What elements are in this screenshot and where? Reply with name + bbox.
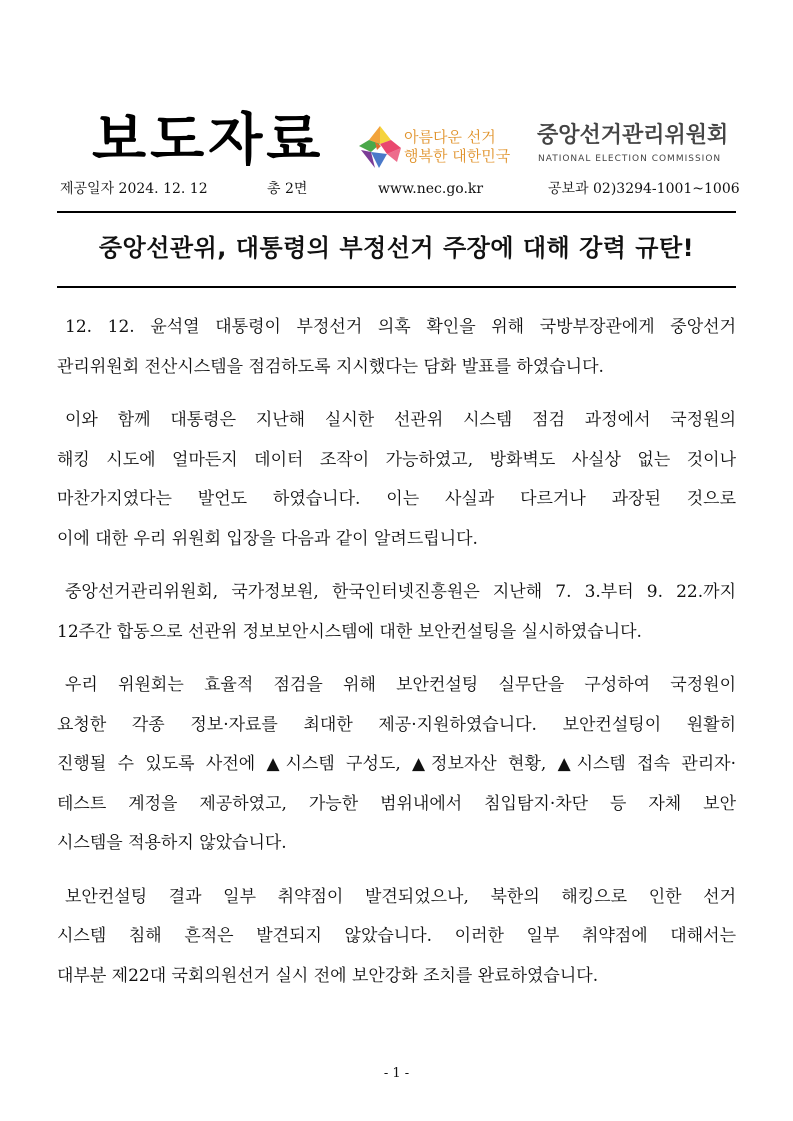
paragraph-line: 시스템 침해 흔적은 발견되지 않았습니다. 이러한 일부 취약점에 대해서는 (57, 926, 736, 946)
paragraph-line: 테스트 계정을 제공하였고, 가능한 범위내에서 침입탐지·차단 등 자체 보안 (57, 793, 736, 814)
org-name-en: NATIONAL ELECTION COMMISSION (538, 154, 722, 164)
org-name: 중앙선거관리위원회 (537, 123, 729, 148)
page-count: 총 2면 (267, 181, 308, 197)
release-date: 제공일자 2024. 12. 12 (60, 181, 208, 197)
body-text (57, 308, 736, 1010)
paragraph-line: 12주간 합동으로 선관위 정보보안시스템에 대한 보안컨설팅을 실시하였습니다. (57, 621, 642, 642)
paragraph-line: 해킹 시도에 얼마든지 데이터 조작이 가능하였고, 방화벽도 사실상 없는 것이나 (57, 449, 736, 470)
paragraph-line: 대부분 제22대 국회의원선거 실시 전에 보안강화 조치를 완료하였습니다. (57, 965, 599, 986)
slogan-line-1: 아름다운 선거 (404, 128, 496, 146)
paragraph (57, 878, 736, 997)
contact-info: 공보과 02)3294-1001~1006 (548, 181, 740, 197)
headline: 중앙선관위, 대통령의 부정선거 주장에 대해 강력 규탄! (98, 234, 695, 262)
divider-bottom (57, 286, 736, 288)
paragraph-line: 진행될 수 있도록 사전에 ▲시스템 구성도, ▲정보자산 현황, ▲시스템 접속 관리자· (57, 754, 736, 774)
paragraph (57, 573, 736, 652)
paragraph-line: 보안컨설팅 결과 일부 취약점이 발견되었으나, 북한의 해킹으로 인한 선거 (65, 886, 736, 907)
paragraph (57, 401, 736, 559)
paragraph-line: 관리위원회 전산시스템을 점검하도록 지시했다는 담화 발표를 하였습니다. (57, 356, 604, 377)
slogan-line-2: 행복한 대한민국 (404, 147, 511, 165)
slogan (404, 128, 510, 166)
paragraph-line: 이와 함께 대통령은 지난해 실시한 선관위 시스템 점검 과정에서 국정원의 (65, 410, 736, 430)
paragraph-line: 시스템을 적용하지 않았습니다. (57, 833, 287, 853)
paragraph-line: 요청한 각종 정보·자료를 최대한 제공·지원하였습니다. 보안컨설팅이 원활히 (57, 714, 736, 735)
paragraph-line: 이에 대한 우리 위원회 입장을 다음과 같이 알려드립니다. (57, 528, 478, 549)
paragraph-line: 우리 위원회는 효율적 점검을 위해 보안컨설팅 실무단을 구성하여 국정원이 (65, 675, 736, 695)
paragraph-line: 마찬가지였다는 발언도 하였습니다. 이는 사실과 다르거나 과장된 것으로 (57, 489, 736, 509)
page-number: - 1 - (383, 1066, 410, 1081)
nec-slogan-logo-icon (357, 124, 403, 170)
document-title: 보도자료 (92, 108, 325, 173)
paragraph-line: 12. 12. 윤석열 대통령이 부정선거 의혹 확인을 위해 국방부장관에게 중앙선거 (65, 317, 736, 337)
paragraph-line: 중앙선거관리위원회, 국가정보원, 한국인터넷진흥원은 지난해 7. 3.부터 9. 22.까지 (65, 582, 736, 602)
website-link[interactable]: www.nec.go.kr (378, 181, 484, 197)
divider-top (57, 211, 736, 213)
paragraph (57, 666, 736, 864)
paragraph (57, 308, 736, 387)
